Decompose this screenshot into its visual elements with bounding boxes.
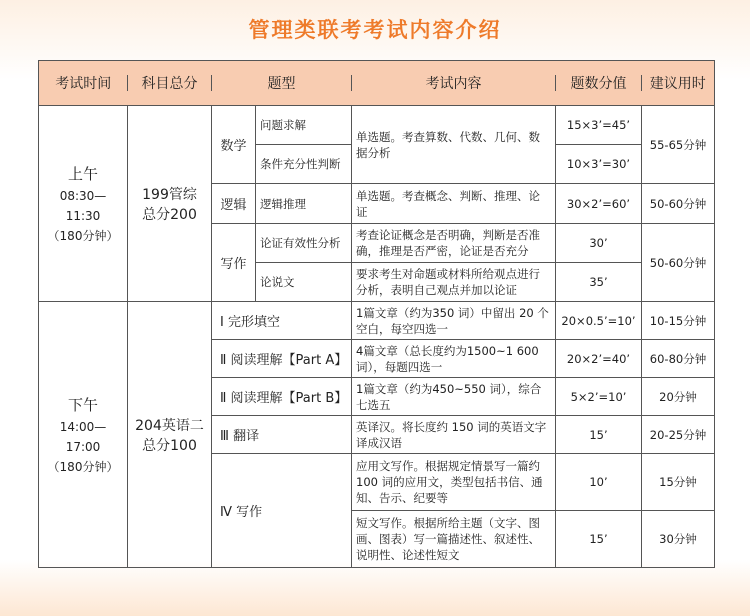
- morning-duration: （180分钟）: [47, 228, 119, 243]
- afternoon-subject-cell: [128, 302, 212, 568]
- afternoon-time-cell: [39, 302, 128, 568]
- writing-score-2: 35’: [556, 263, 642, 302]
- writing-time: 50-60分钟: [642, 224, 715, 302]
- table-row: [39, 302, 715, 340]
- morning-time-cell: [39, 106, 128, 302]
- logic-name: 逻辑: [212, 184, 256, 224]
- header-type: 题型: [212, 61, 352, 106]
- header-row: [39, 61, 715, 106]
- eng-time-1: 10-15分钟: [642, 302, 715, 340]
- eng-time-4: 20-25分钟: [642, 416, 715, 454]
- header-duration: 建议用时: [642, 61, 715, 106]
- eng-content-4: 英译汉。将长度约 150 词的英语文字译成汉语: [352, 416, 556, 454]
- afternoon-label: 下午: [67, 395, 98, 414]
- header-subject: 科目总分: [128, 61, 212, 106]
- eng-score-1: 20×0.5’=10’: [556, 302, 642, 340]
- afternoon-time: 14:00—17:00: [59, 419, 107, 454]
- eng-score-4: 15’: [556, 416, 642, 454]
- eng-type-2: Ⅱ 阅读理解【Part A】: [212, 340, 352, 378]
- eng-writing-content-2: 短文写作。根据所给主题（文字、图画、图表）写一篇描述性、叙述性、说明性、论述性短文: [352, 511, 556, 568]
- eng-score-2: 20×2’=40’: [556, 340, 642, 378]
- eng-writing-content-1: 应用文写作。根据规定情景写一篇约 100 词的应用文，类型包括书信、通知、告示、纪要等: [352, 454, 556, 511]
- header-content: 考试内容: [352, 61, 556, 106]
- logic-content: 单选题。考查概念、判断、推理、论证: [352, 184, 556, 224]
- afternoon-subject: 204英语二: [135, 417, 204, 434]
- eng-writing-time-1: 15分钟: [642, 454, 715, 511]
- writing-type-2: 论说文: [256, 263, 352, 302]
- eng-time-3: 20分钟: [642, 378, 715, 416]
- math-type-1: 问题求解: [256, 106, 352, 145]
- morning-label: 上午: [67, 164, 98, 183]
- eng-writing-type: Ⅳ 写作: [212, 454, 352, 568]
- header-score: 题数分值: [556, 61, 642, 106]
- eng-type-1: Ⅰ 完形填空: [212, 302, 352, 340]
- math-score-2: 10×3’=30’: [556, 145, 642, 184]
- math-score-1: 15×3’=45’: [556, 106, 642, 145]
- eng-type-4: Ⅲ 翻译: [212, 416, 352, 454]
- math-name: 数学: [212, 106, 256, 184]
- eng-writing-score-1: 10’: [556, 454, 642, 511]
- writing-score-1: 30’: [556, 224, 642, 263]
- writing-name: 写作: [212, 224, 256, 302]
- math-time: 55-65分钟: [642, 106, 715, 184]
- logic-type: 逻辑推理: [256, 184, 352, 224]
- logic-score: 30×2’=60’: [556, 184, 642, 224]
- morning-total: 总分200: [142, 206, 197, 223]
- logic-time: 50-60分钟: [642, 184, 715, 224]
- morning-subject-cell: [128, 106, 212, 302]
- eng-score-3: 5×2’=10’: [556, 378, 642, 416]
- eng-writing-score-2: 15’: [556, 511, 642, 568]
- exam-table: [38, 60, 715, 568]
- afternoon-duration: （180分钟）: [47, 459, 119, 474]
- eng-type-3: Ⅱ 阅读理解【Part B】: [212, 378, 352, 416]
- page-title: 管理类联考考试内容介绍: [248, 18, 502, 42]
- writing-content-2: 要求考生对命题或材料所给观点进行分析，表明自己观点并加以论证: [352, 263, 556, 302]
- eng-content-3: 1篇文章（约为450~550 词），综合七选五: [352, 378, 556, 416]
- writing-type-1: 论证有效性分析: [256, 224, 352, 263]
- header-time: 考试时间: [39, 61, 128, 106]
- morning-subject: 199管综: [142, 186, 197, 203]
- eng-content-2: 4篇文章（总长度约为1500~1 600词），每题四选一: [352, 340, 556, 378]
- math-type-2: 条件充分性判断: [256, 145, 352, 184]
- eng-content-1: 1篇文章（约为350 词）中留出 20 个空白，每空四选一: [352, 302, 556, 340]
- writing-content-1: 考查论证概念是否明确，判断是否准确，推理是否严密，论证是否充分: [352, 224, 556, 263]
- eng-time-2: 60-80分钟: [642, 340, 715, 378]
- afternoon-total: 总分100: [142, 437, 197, 454]
- math-content: 单选题。考查算数、代数、几何、数据分析: [352, 106, 556, 184]
- table-row: [39, 106, 715, 145]
- eng-writing-time-2: 30分钟: [642, 511, 715, 568]
- morning-time: 08:30—11:30: [59, 188, 107, 223]
